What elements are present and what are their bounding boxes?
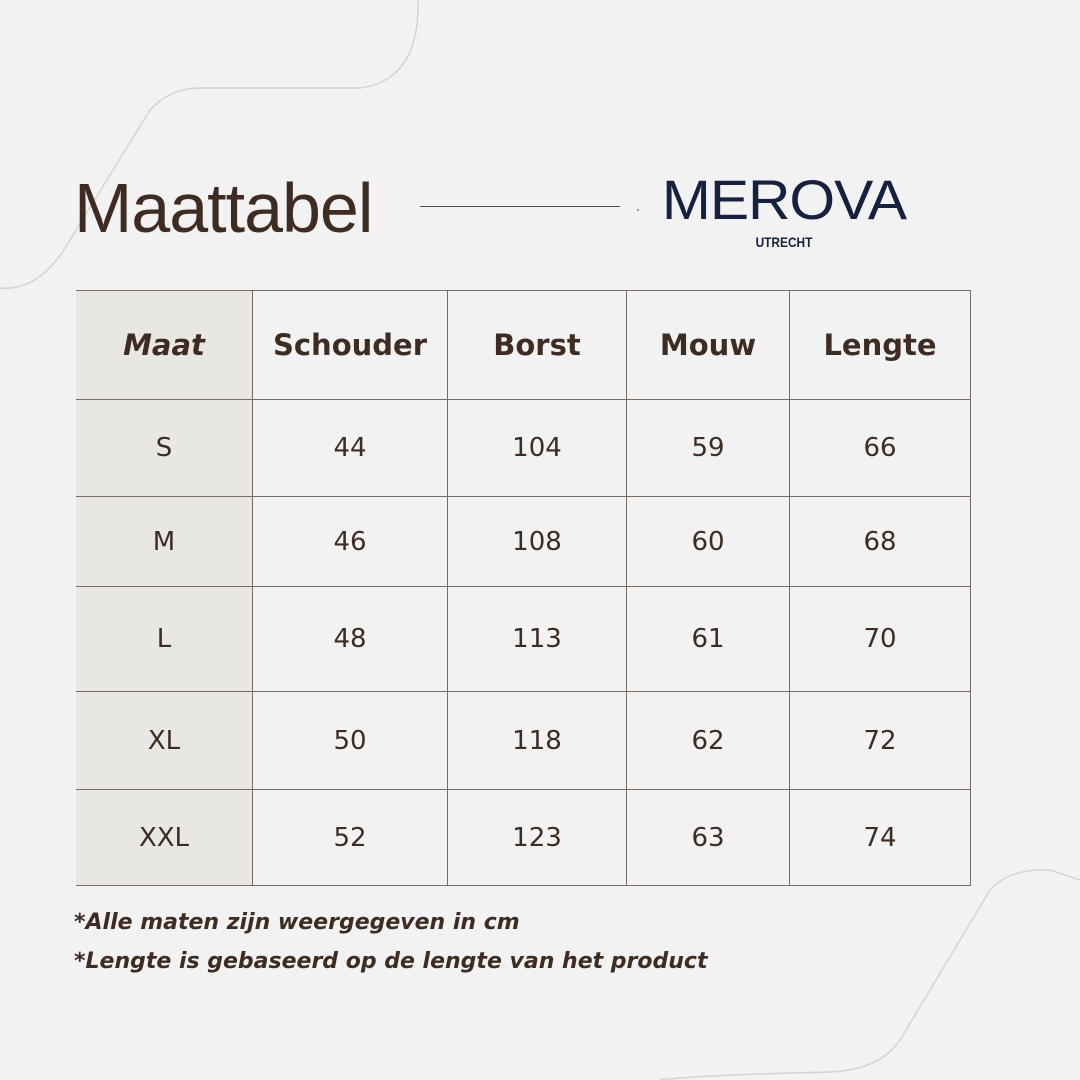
header-borst: Borst — [448, 291, 627, 400]
measurement-cell: 59 — [627, 400, 790, 497]
table-row — [76, 400, 971, 497]
table-row — [76, 587, 971, 692]
header-schouder: Schouder — [253, 291, 448, 400]
brand-logo — [661, 168, 907, 250]
table-header-row — [76, 291, 971, 400]
size-cell: S — [76, 400, 253, 497]
note-length: *Lengte is gebaseerd op de lengte van het product — [74, 949, 708, 974]
measurement-cell: 74 — [790, 790, 971, 886]
measurement-cell: 63 — [627, 790, 790, 886]
logo-city: UTRECHT — [755, 234, 813, 250]
logo-brand: MEROVA — [661, 168, 907, 231]
divider-dot — [637, 209, 639, 211]
measurement-cell: 108 — [448, 497, 627, 587]
table-row — [76, 497, 971, 587]
note-units: *Alle maten zijn weergegeven in cm — [74, 910, 520, 935]
measurement-cell: 48 — [253, 587, 448, 692]
measurement-cell: 113 — [448, 587, 627, 692]
measurement-cell: 123 — [448, 790, 627, 886]
header-mouw: Mouw — [627, 291, 790, 400]
size-cell: L — [76, 587, 253, 692]
measurement-cell: 118 — [448, 692, 627, 790]
measurement-cell: 61 — [627, 587, 790, 692]
measurement-cell: 52 — [253, 790, 448, 886]
measurement-cell: 62 — [627, 692, 790, 790]
measurement-cell: 46 — [253, 497, 448, 587]
size-cell: XXL — [76, 790, 253, 886]
measurement-cell: 72 — [790, 692, 971, 790]
size-table — [76, 290, 971, 886]
table-row — [76, 790, 971, 886]
measurement-cell: 104 — [448, 400, 627, 497]
measurement-cell: 66 — [790, 400, 971, 497]
size-cell: M — [76, 497, 253, 587]
measurement-cell: 50 — [253, 692, 448, 790]
measurement-cell: 60 — [627, 497, 790, 587]
title-divider — [420, 206, 620, 207]
header-maat: Maat — [76, 291, 253, 400]
measurement-cell: 44 — [253, 400, 448, 497]
table-row — [76, 692, 971, 790]
size-cell: XL — [76, 692, 253, 790]
header-lengte: Lengte — [790, 291, 971, 400]
page-title: Maattabel — [74, 169, 373, 247]
measurement-cell: 68 — [790, 497, 971, 587]
measurement-cell: 70 — [790, 587, 971, 692]
footnotes — [74, 903, 707, 981]
